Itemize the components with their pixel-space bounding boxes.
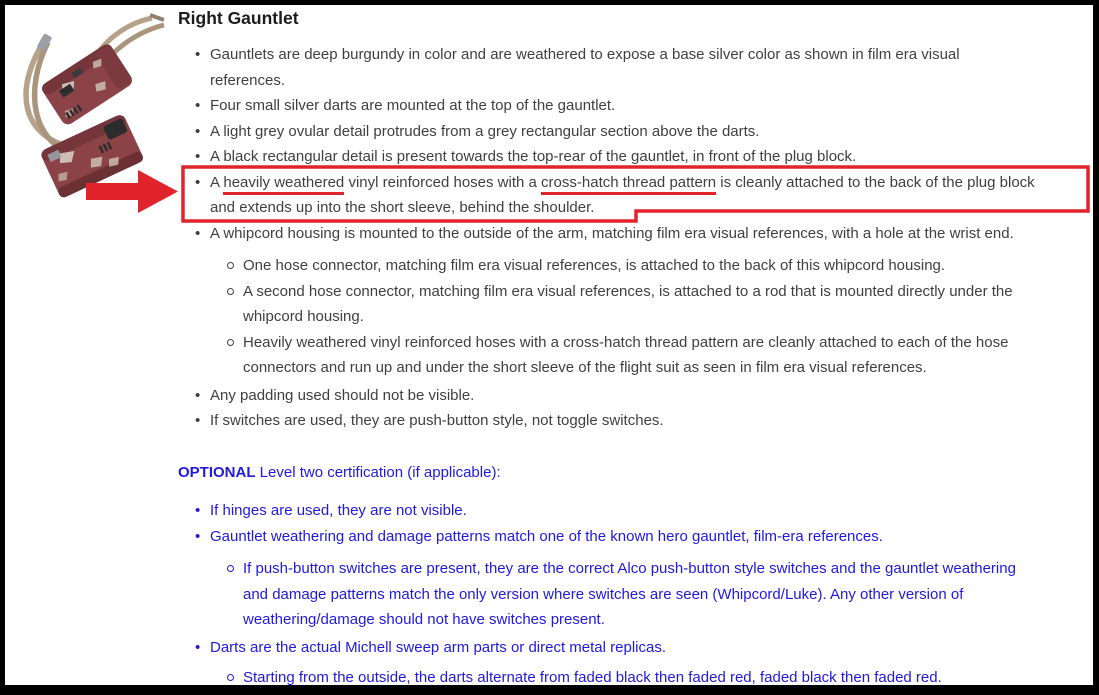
requirement-item-continuation: and extends up into the short sleeve, behind the shoulder. [210,199,595,216]
requirement-subitem-continuation: whipcord housing. [243,308,364,325]
circle-bullet-icon [211,556,243,582]
red-underline-annotation: heavily weathered [223,174,344,195]
requirement-item: • Any padding used should not be visible. [178,383,1094,409]
requirement-item-highlighted: • A heavily weathered vinyl reinforced hoses with a cross-hatch thread pattern is cleanly attached to the back of the plug block [178,170,1094,196]
circle-bullet-icon [211,279,243,305]
requirement-item: • A light grey ovular detail protrudes from a grey rectangular section above the darts. [178,119,1094,145]
optional-label: OPTIONAL [178,464,256,481]
optional-subitem-continuation: weathering/damage should not have switches present. [243,611,605,628]
bullet-icon [178,93,210,119]
optional-subitem-continuation: and damage patterns match the only version where switches are seen (Whipcord/Luke). Any other version of [243,585,964,603]
optional-subitem: Starting from the outside, the darts alternate from faded black then faded red, faded black then faded red. [178,665,1094,691]
optional-section [178,460,1094,691]
bullet-icon [178,144,210,170]
bullet-icon [178,408,210,434]
optional-subitem: If push-button switches are present, they are the correct Alco push-button style switches and the gauntlet weathering [178,556,1094,582]
bullet-icon [178,635,210,661]
optional-item: • Gauntlet weathering and damage patterns match one of the known hero gauntlet, film-era references. [178,524,1094,550]
red-underline-annotation: cross-hatch thread pattern [541,174,716,195]
bullet-icon [178,524,210,550]
upper-gauntlet [40,42,135,127]
requirement-subitem: A second hose connector, matching film era visual references, is attached to a rod that is mounted directly under the [178,279,1094,305]
bullet-icon [178,42,210,68]
requirement-subitem-continuation: connectors and run up and under the short sleeve of the flight suit as seen in film era visual references. [243,359,927,376]
optional-item: • Darts are the actual Michell sweep arm parts or direct metal replicas. [178,635,1094,661]
optional-heading: OPTIONAL Level two certification (if applicable): [178,464,501,481]
requirement-item: • Four small silver darts are mounted at the top of the gauntlet. [178,93,1094,119]
page-title: Right Gauntlet [178,8,299,28]
requirements-list [178,42,1094,434]
circle-bullet-icon [211,665,243,691]
requirement-subitem: Heavily weathered vinyl reinforced hoses with a cross-hatch thread pattern are cleanly attached to each of the hose [178,330,1094,356]
circle-bullet-icon [211,330,243,356]
requirement-item: • A black rectangular detail is present towards the top-rear of the gauntlet, in front of the plug block. [178,144,1094,170]
bullet-icon [178,119,210,145]
requirement-subitem: One hose connector, matching film era visual references, is attached to the back of this whipcord housing. [178,253,1094,279]
bullet-icon [178,383,210,409]
requirement-item: • A whipcord housing is mounted to the outside of the arm, matching film era visual references, with a hole at the wrist end. [178,221,1094,247]
bullet-icon [178,170,210,196]
requirement-item: • If switches are used, they are push-button style, not toggle switches. [178,408,1094,434]
optional-item: • If hinges are used, they are not visible. [178,498,1094,524]
requirement-item-continuation: references. [210,71,286,89]
bullet-icon [178,498,210,524]
circle-bullet-icon [211,253,243,279]
red-arrow-icon [86,169,180,214]
requirement-item: • Gauntlets are deep burgundy in color and are weathered to expose a base silver color as shown in film era visual [178,42,1094,68]
bullet-icon [178,221,210,247]
